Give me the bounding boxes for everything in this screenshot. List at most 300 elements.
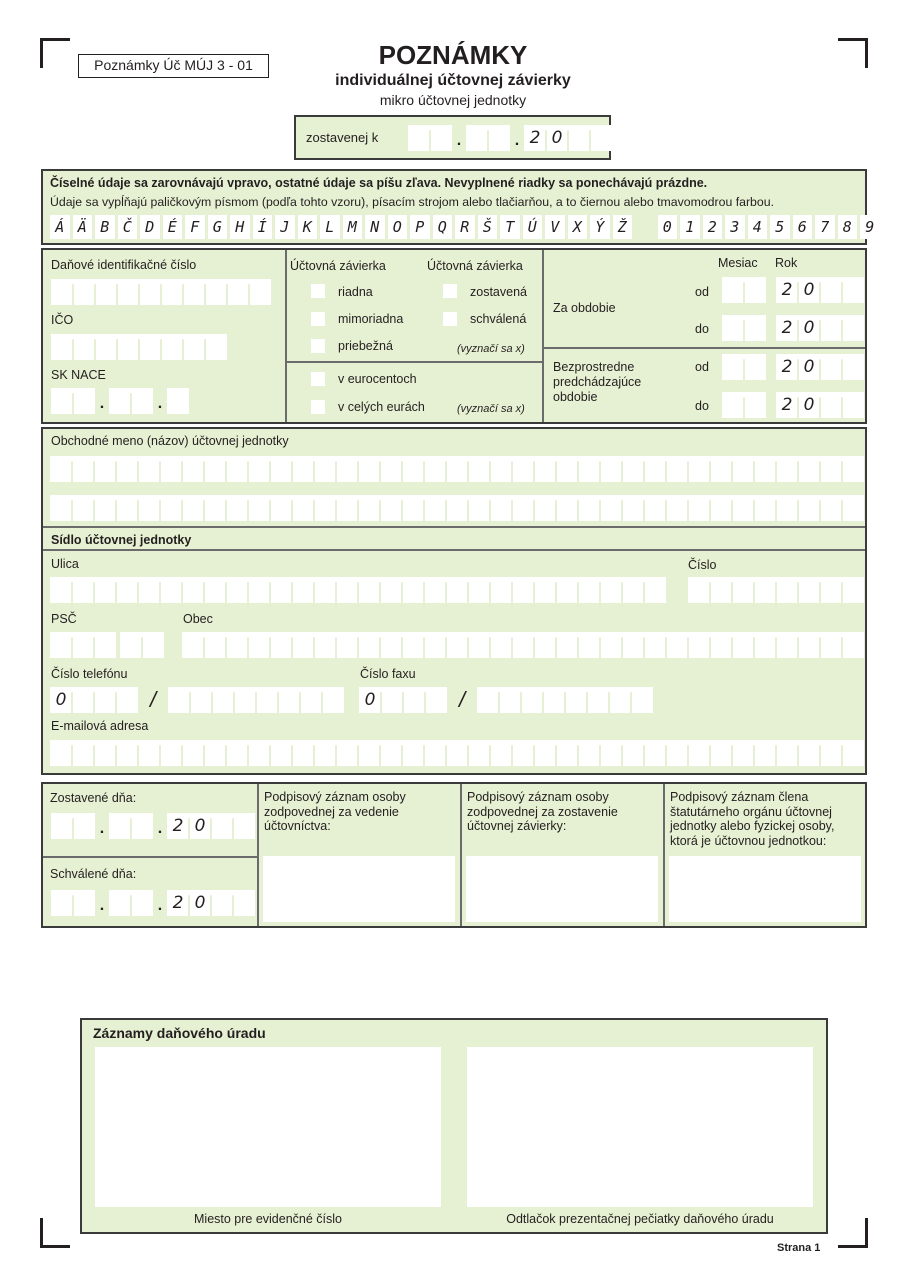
char-cell[interactable] — [226, 632, 248, 658]
char-cell[interactable] — [116, 687, 138, 713]
char-cell[interactable] — [109, 388, 131, 414]
char-cell[interactable] — [590, 125, 612, 151]
char-cell[interactable] — [270, 495, 292, 521]
char-cell[interactable] — [565, 687, 587, 713]
char-cell[interactable] — [380, 577, 402, 603]
prev-to-month[interactable] — [722, 392, 766, 418]
checkbox-priebezna[interactable] — [311, 339, 325, 353]
city-field[interactable] — [182, 632, 864, 658]
char-cell[interactable] — [722, 315, 744, 341]
nace-field[interactable] — [51, 388, 189, 414]
char-cell[interactable] — [776, 577, 798, 603]
char-cell[interactable] — [578, 577, 600, 603]
compiled-on-date-field[interactable] — [51, 813, 255, 839]
char-cell[interactable] — [160, 495, 182, 521]
char-cell[interactable] — [631, 687, 653, 713]
char-cell[interactable] — [182, 495, 204, 521]
char-cell[interactable] — [490, 456, 512, 482]
char-cell[interactable] — [234, 687, 256, 713]
char-cell[interactable] — [72, 456, 94, 482]
char-cell[interactable] — [798, 632, 820, 658]
char-cell[interactable] — [402, 740, 424, 766]
char-cell[interactable] — [131, 388, 153, 414]
char-cell[interactable] — [380, 456, 402, 482]
char-cell[interactable] — [226, 740, 248, 766]
char-cell[interactable] — [94, 687, 116, 713]
char-cell[interactable] — [336, 740, 358, 766]
char-cell[interactable] — [380, 740, 402, 766]
char-cell[interactable] — [776, 632, 798, 658]
char-cell[interactable] — [644, 632, 666, 658]
char-cell[interactable] — [182, 632, 204, 658]
char-cell[interactable] — [138, 495, 160, 521]
char-cell[interactable] — [117, 334, 139, 360]
char-cell[interactable] — [117, 279, 139, 305]
char-cell[interactable] — [688, 456, 710, 482]
char-cell[interactable] — [468, 632, 490, 658]
period-to-year[interactable] — [776, 315, 864, 341]
char-cell[interactable] — [358, 456, 380, 482]
char-cell[interactable] — [688, 632, 710, 658]
char-cell[interactable] — [73, 388, 95, 414]
char-cell[interactable] — [732, 740, 754, 766]
char-cell[interactable] — [402, 495, 424, 521]
char-cell[interactable] — [211, 813, 233, 839]
char-cell[interactable] — [468, 740, 490, 766]
char-cell[interactable] — [73, 279, 95, 305]
char-cell[interactable] — [72, 687, 94, 713]
compiled-to-date-field[interactable] — [408, 125, 612, 151]
char-cell[interactable] — [160, 577, 182, 603]
char-cell[interactable] — [578, 456, 600, 482]
char-cell[interactable] — [314, 577, 336, 603]
char-cell[interactable] — [600, 740, 622, 766]
char-cell[interactable] — [138, 456, 160, 482]
char-cell[interactable] — [534, 577, 556, 603]
char-cell[interactable] — [314, 456, 336, 482]
char-cell[interactable] — [336, 577, 358, 603]
char-cell[interactable] — [430, 125, 452, 151]
char-cell[interactable] — [292, 495, 314, 521]
char-cell[interactable] — [578, 495, 600, 521]
char-cell[interactable]: 0 — [798, 315, 820, 341]
char-cell[interactable] — [182, 577, 204, 603]
char-cell[interactable] — [842, 740, 864, 766]
char-cell[interactable] — [94, 456, 116, 482]
char-cell[interactable] — [499, 687, 521, 713]
char-cell[interactable] — [556, 577, 578, 603]
char-cell[interactable] — [227, 279, 249, 305]
char-cell[interactable] — [556, 495, 578, 521]
char-cell[interactable] — [182, 456, 204, 482]
char-cell[interactable] — [744, 277, 766, 303]
char-cell[interactable] — [380, 495, 402, 521]
char-cell[interactable] — [168, 687, 190, 713]
char-cell[interactable] — [622, 577, 644, 603]
char-cell[interactable] — [120, 632, 142, 658]
char-cell[interactable] — [688, 740, 710, 766]
char-cell[interactable] — [722, 392, 744, 418]
char-cell[interactable] — [292, 632, 314, 658]
char-cell[interactable] — [226, 577, 248, 603]
char-cell[interactable] — [477, 687, 499, 713]
char-cell[interactable] — [322, 687, 344, 713]
char-cell[interactable] — [446, 577, 468, 603]
char-cell[interactable] — [842, 315, 864, 341]
char-cell[interactable]: 2 — [524, 125, 546, 151]
approved-on-date-field[interactable] — [51, 890, 255, 916]
char-cell[interactable] — [160, 740, 182, 766]
char-cell[interactable] — [534, 456, 556, 482]
char-cell[interactable] — [446, 495, 468, 521]
checkbox-mimoriadna[interactable] — [311, 312, 325, 326]
char-cell[interactable] — [468, 456, 490, 482]
period-from-year[interactable] — [776, 277, 864, 303]
prev-from-year[interactable] — [776, 354, 864, 380]
char-cell[interactable] — [600, 495, 622, 521]
char-cell[interactable] — [248, 495, 270, 521]
char-cell[interactable] — [710, 456, 732, 482]
char-cell[interactable] — [314, 740, 336, 766]
char-cell[interactable] — [820, 577, 842, 603]
char-cell[interactable] — [722, 354, 744, 380]
char-cell[interactable] — [534, 632, 556, 658]
char-cell[interactable] — [820, 495, 842, 521]
char-cell[interactable] — [358, 632, 380, 658]
char-cell[interactable] — [587, 687, 609, 713]
char-cell[interactable] — [754, 632, 776, 658]
char-cell[interactable] — [424, 495, 446, 521]
char-cell[interactable] — [205, 279, 227, 305]
char-cell[interactable] — [403, 687, 425, 713]
char-cell[interactable] — [754, 456, 776, 482]
email-field[interactable] — [50, 740, 864, 766]
char-cell[interactable] — [167, 388, 189, 414]
char-cell[interactable] — [820, 315, 842, 341]
char-cell[interactable] — [424, 740, 446, 766]
checkbox-zostavena[interactable] — [443, 284, 457, 298]
char-cell[interactable] — [131, 890, 153, 916]
char-cell[interactable] — [204, 495, 226, 521]
char-cell[interactable] — [512, 632, 534, 658]
char-cell[interactable]: 2 — [167, 890, 189, 916]
char-cell[interactable] — [72, 632, 94, 658]
char-cell[interactable] — [754, 740, 776, 766]
char-cell[interactable] — [710, 577, 732, 603]
char-cell[interactable] — [798, 577, 820, 603]
char-cell[interactable] — [50, 632, 72, 658]
char-cell[interactable] — [73, 890, 95, 916]
char-cell[interactable] — [644, 495, 666, 521]
char-cell[interactable] — [73, 334, 95, 360]
char-cell[interactable] — [270, 740, 292, 766]
char-cell[interactable] — [139, 334, 161, 360]
char-cell[interactable] — [688, 577, 710, 603]
char-cell[interactable] — [314, 495, 336, 521]
char-cell[interactable]: 0 — [798, 392, 820, 418]
char-cell[interactable] — [50, 577, 72, 603]
char-cell[interactable] — [722, 277, 744, 303]
char-cell[interactable] — [490, 495, 512, 521]
char-cell[interactable] — [568, 125, 590, 151]
char-cell[interactable] — [336, 495, 358, 521]
char-cell[interactable] — [578, 740, 600, 766]
char-cell[interactable] — [446, 632, 468, 658]
name-field-line-2[interactable] — [50, 495, 864, 521]
char-cell[interactable] — [248, 577, 270, 603]
char-cell[interactable] — [336, 456, 358, 482]
char-cell[interactable] — [842, 577, 864, 603]
fax-field[interactable] — [359, 687, 653, 713]
char-cell[interactable] — [744, 392, 766, 418]
char-cell[interactable] — [270, 456, 292, 482]
char-cell[interactable] — [744, 354, 766, 380]
char-cell[interactable]: 2 — [776, 315, 798, 341]
char-cell[interactable] — [556, 456, 578, 482]
sig1-area[interactable] — [263, 856, 455, 922]
char-cell[interactable] — [116, 456, 138, 482]
char-cell[interactable] — [644, 740, 666, 766]
char-cell[interactable] — [292, 456, 314, 482]
char-cell[interactable] — [556, 740, 578, 766]
char-cell[interactable] — [292, 740, 314, 766]
char-cell[interactable] — [490, 577, 512, 603]
char-cell[interactable] — [51, 813, 73, 839]
char-cell[interactable] — [798, 740, 820, 766]
char-cell[interactable] — [358, 577, 380, 603]
char-cell[interactable] — [622, 456, 644, 482]
char-cell[interactable] — [182, 740, 204, 766]
char-cell[interactable] — [94, 577, 116, 603]
char-cell[interactable] — [248, 456, 270, 482]
char-cell[interactable] — [72, 495, 94, 521]
char-cell[interactable] — [211, 890, 233, 916]
char-cell[interactable] — [666, 632, 688, 658]
char-cell[interactable] — [556, 632, 578, 658]
char-cell[interactable] — [820, 740, 842, 766]
char-cell[interactable] — [248, 740, 270, 766]
char-cell[interactable] — [95, 279, 117, 305]
char-cell[interactable] — [798, 495, 820, 521]
char-cell[interactable] — [300, 687, 322, 713]
char-cell[interactable] — [732, 495, 754, 521]
name-field-line-1[interactable] — [50, 456, 864, 482]
char-cell[interactable] — [380, 632, 402, 658]
char-cell[interactable] — [72, 740, 94, 766]
char-cell[interactable] — [468, 495, 490, 521]
period-from-month[interactable] — [722, 277, 766, 303]
char-cell[interactable] — [820, 354, 842, 380]
char-cell[interactable] — [256, 687, 278, 713]
char-cell[interactable] — [798, 456, 820, 482]
char-cell[interactable] — [466, 125, 488, 151]
char-cell[interactable] — [732, 577, 754, 603]
char-cell[interactable] — [666, 740, 688, 766]
char-cell[interactable] — [204, 577, 226, 603]
char-cell[interactable] — [183, 279, 205, 305]
char-cell[interactable] — [248, 632, 270, 658]
char-cell[interactable] — [212, 687, 234, 713]
char-cell[interactable] — [138, 740, 160, 766]
char-cell[interactable] — [50, 495, 72, 521]
char-cell[interactable] — [842, 495, 864, 521]
char-cell[interactable] — [381, 687, 403, 713]
char-cell[interactable] — [600, 577, 622, 603]
period-to-month[interactable] — [722, 315, 766, 341]
char-cell[interactable] — [402, 632, 424, 658]
char-cell[interactable] — [488, 125, 510, 151]
street-field[interactable] — [50, 577, 666, 603]
char-cell[interactable] — [754, 495, 776, 521]
char-cell[interactable] — [666, 456, 688, 482]
char-cell[interactable] — [142, 632, 164, 658]
char-cell[interactable]: 0 — [189, 890, 211, 916]
char-cell[interactable] — [50, 740, 72, 766]
char-cell[interactable]: 0 — [359, 687, 381, 713]
char-cell[interactable] — [776, 456, 798, 482]
char-cell[interactable] — [408, 125, 430, 151]
char-cell[interactable] — [710, 495, 732, 521]
char-cell[interactable]: 0 — [798, 277, 820, 303]
char-cell[interactable] — [842, 392, 864, 418]
char-cell[interactable] — [512, 456, 534, 482]
char-cell[interactable] — [446, 456, 468, 482]
char-cell[interactable] — [622, 495, 644, 521]
char-cell[interactable] — [609, 687, 631, 713]
char-cell[interactable] — [94, 740, 116, 766]
char-cell[interactable] — [51, 279, 73, 305]
checkbox-whole-euros[interactable] — [311, 400, 325, 414]
char-cell[interactable] — [94, 495, 116, 521]
sig3-area[interactable] — [669, 856, 861, 922]
char-cell[interactable]: 2 — [776, 392, 798, 418]
char-cell[interactable] — [109, 890, 131, 916]
char-cell[interactable] — [139, 279, 161, 305]
sig2-area[interactable] — [466, 856, 658, 922]
char-cell[interactable] — [600, 456, 622, 482]
char-cell[interactable] — [94, 632, 116, 658]
char-cell[interactable]: 0 — [546, 125, 568, 151]
char-cell[interactable] — [402, 577, 424, 603]
checkbox-eurocents[interactable] — [311, 372, 325, 386]
dic-field[interactable] — [51, 279, 271, 305]
char-cell[interactable] — [358, 495, 380, 521]
char-cell[interactable] — [744, 315, 766, 341]
char-cell[interactable] — [710, 740, 732, 766]
char-cell[interactable] — [512, 577, 534, 603]
char-cell[interactable] — [446, 740, 468, 766]
char-cell[interactable] — [51, 388, 73, 414]
char-cell[interactable] — [776, 495, 798, 521]
char-cell[interactable] — [732, 456, 754, 482]
char-cell[interactable] — [116, 495, 138, 521]
char-cell[interactable] — [278, 687, 300, 713]
char-cell[interactable] — [820, 392, 842, 418]
char-cell[interactable] — [131, 813, 153, 839]
char-cell[interactable] — [249, 279, 271, 305]
char-cell[interactable]: 2 — [776, 354, 798, 380]
char-cell[interactable] — [161, 334, 183, 360]
char-cell[interactable] — [424, 577, 446, 603]
char-cell[interactable] — [204, 632, 226, 658]
char-cell[interactable] — [358, 740, 380, 766]
char-cell[interactable] — [644, 456, 666, 482]
char-cell[interactable]: 0 — [189, 813, 211, 839]
char-cell[interactable] — [710, 632, 732, 658]
char-cell[interactable] — [468, 577, 490, 603]
char-cell[interactable]: 0 — [798, 354, 820, 380]
char-cell[interactable] — [51, 890, 73, 916]
char-cell[interactable] — [490, 632, 512, 658]
char-cell[interactable] — [425, 687, 447, 713]
char-cell[interactable] — [543, 687, 565, 713]
char-cell[interactable] — [161, 279, 183, 305]
char-cell[interactable] — [50, 456, 72, 482]
char-cell[interactable] — [842, 632, 864, 658]
char-cell[interactable] — [233, 890, 255, 916]
zip-field[interactable] — [50, 632, 164, 658]
char-cell[interactable] — [820, 277, 842, 303]
char-cell[interactable] — [424, 632, 446, 658]
char-cell[interactable] — [512, 495, 534, 521]
number-field[interactable] — [688, 577, 864, 603]
char-cell[interactable] — [226, 456, 248, 482]
char-cell[interactable] — [183, 334, 205, 360]
char-cell[interactable] — [204, 740, 226, 766]
char-cell[interactable] — [512, 740, 534, 766]
char-cell[interactable] — [72, 577, 94, 603]
char-cell[interactable] — [534, 740, 556, 766]
prev-from-month[interactable] — [722, 354, 766, 380]
char-cell[interactable] — [490, 740, 512, 766]
char-cell[interactable] — [622, 632, 644, 658]
checkbox-riadna[interactable] — [311, 284, 325, 298]
char-cell[interactable] — [116, 740, 138, 766]
char-cell[interactable] — [109, 813, 131, 839]
char-cell[interactable] — [776, 740, 798, 766]
char-cell[interactable] — [424, 456, 446, 482]
char-cell[interactable] — [138, 577, 160, 603]
char-cell[interactable] — [116, 577, 138, 603]
char-cell[interactable]: 2 — [776, 277, 798, 303]
char-cell[interactable] — [754, 577, 776, 603]
char-cell[interactable]: 0 — [50, 687, 72, 713]
char-cell[interactable] — [336, 632, 358, 658]
char-cell[interactable] — [666, 495, 688, 521]
checkbox-schvalena[interactable] — [443, 312, 457, 326]
char-cell[interactable] — [314, 632, 336, 658]
char-cell[interactable] — [233, 813, 255, 839]
char-cell[interactable] — [270, 632, 292, 658]
char-cell[interactable] — [270, 577, 292, 603]
char-cell[interactable] — [600, 632, 622, 658]
char-cell[interactable] — [732, 632, 754, 658]
char-cell[interactable] — [842, 277, 864, 303]
char-cell[interactable] — [521, 687, 543, 713]
char-cell[interactable] — [820, 456, 842, 482]
char-cell[interactable] — [622, 740, 644, 766]
char-cell[interactable] — [402, 456, 424, 482]
prev-to-year[interactable] — [776, 392, 864, 418]
char-cell[interactable] — [73, 813, 95, 839]
char-cell[interactable] — [160, 456, 182, 482]
char-cell[interactable] — [688, 495, 710, 521]
char-cell[interactable] — [226, 495, 248, 521]
char-cell[interactable] — [842, 456, 864, 482]
char-cell[interactable] — [820, 632, 842, 658]
char-cell[interactable] — [644, 577, 666, 603]
char-cell[interactable] — [292, 577, 314, 603]
